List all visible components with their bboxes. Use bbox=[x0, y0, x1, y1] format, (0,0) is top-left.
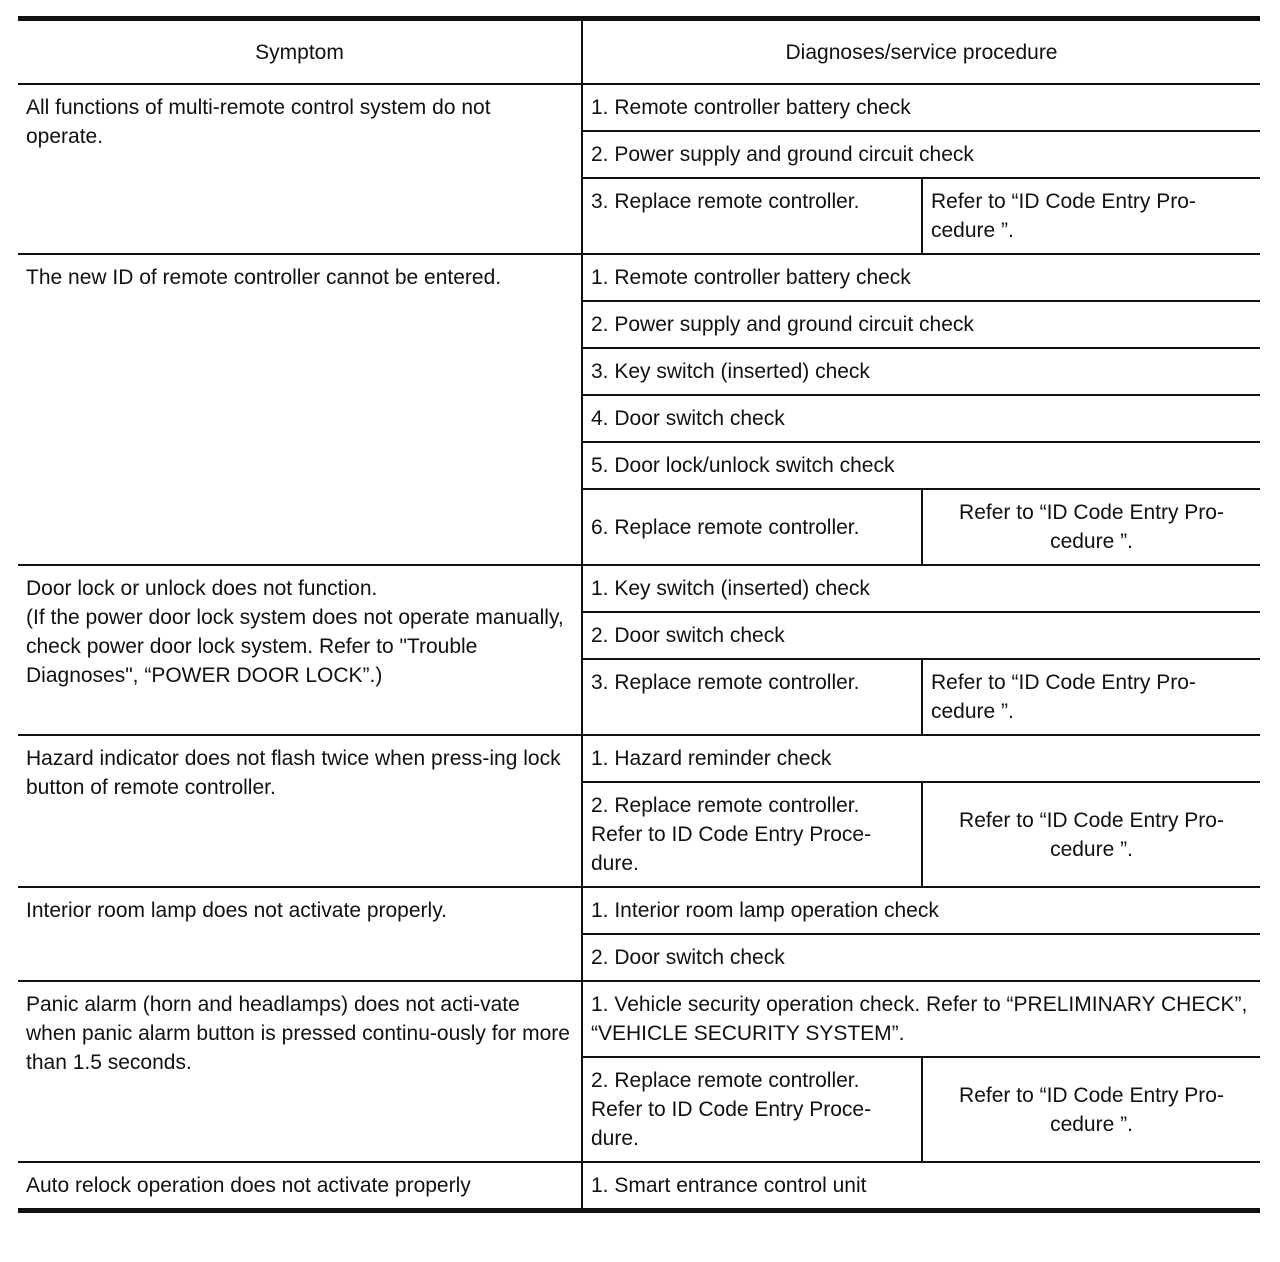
table-row bbox=[18, 887, 1260, 934]
reference-note: Refer to “ID Code Entry Pro-cedure ”. bbox=[922, 782, 1260, 887]
procedure-step: 1. Remote controller battery check bbox=[582, 254, 1260, 301]
header-symptom: Symptom bbox=[18, 19, 582, 85]
procedure-step: 1. Hazard reminder check bbox=[582, 735, 1260, 782]
procedure-step: 2. Door switch check bbox=[582, 612, 1260, 659]
table-row bbox=[18, 981, 1260, 1057]
procedure-step: 2. Door switch check bbox=[582, 934, 1260, 981]
procedure-step: 3. Key switch (inserted) check bbox=[582, 348, 1260, 395]
procedure-step: 1. Remote controller battery check bbox=[582, 84, 1260, 131]
procedure-step: 3. Replace remote controller. bbox=[582, 178, 922, 254]
procedure-step: 3. Replace remote controller. bbox=[582, 659, 922, 735]
reference-note: Refer to “ID Code Entry Pro-cedure ”. bbox=[922, 659, 1260, 735]
table-row bbox=[18, 735, 1260, 782]
symptom-cell: Auto relock operation does not activate properly bbox=[18, 1162, 582, 1211]
procedure-step: 4. Door switch check bbox=[582, 395, 1260, 442]
procedure-step: 2. Replace remote controller. Refer to ID Code Entry Proce-dure. bbox=[582, 782, 922, 887]
table-row bbox=[18, 254, 1260, 301]
symptom-cell: Panic alarm (horn and headlamps) does not acti-vate when panic alarm button is pressed continu-ously for more than 1.5 seconds. bbox=[18, 981, 582, 1162]
symptom-cell: The new ID of remote controller cannot be entered. bbox=[18, 254, 582, 565]
procedure-step: 1. Interior room lamp operation check bbox=[582, 887, 1260, 934]
symptom-cell: Hazard indicator does not flash twice when press-ing lock button of remote controller. bbox=[18, 735, 582, 887]
reference-note: Refer to “ID Code Entry Pro-cedure ”. bbox=[922, 178, 1260, 254]
procedure-step: 5. Door lock/unlock switch check bbox=[582, 442, 1260, 489]
procedure-step: 2. Power supply and ground circuit check bbox=[582, 131, 1260, 178]
procedure-step: 2. Power supply and ground circuit check bbox=[582, 301, 1260, 348]
table-header-row bbox=[18, 19, 1260, 85]
reference-note: Refer to “ID Code Entry Pro-cedure ”. bbox=[922, 1057, 1260, 1162]
procedure-step: 1. Vehicle security operation check. Refer to “PRELIMINARY CHECK”, “VEHICLE SECURITY SYSTEM”. bbox=[582, 981, 1260, 1057]
procedure-step: 1. Key switch (inserted) check bbox=[582, 565, 1260, 612]
symptom-text: Door lock or unlock does not function. bbox=[26, 577, 378, 600]
procedure-step: 6. Replace remote controller. bbox=[582, 489, 922, 565]
diagnosis-table bbox=[18, 16, 1260, 1213]
header-procedure: Diagnoses/service procedure bbox=[582, 19, 1260, 85]
table-row bbox=[18, 565, 1260, 612]
procedure-step: 2. Replace remote controller. Refer to ID Code Entry Proce-dure. bbox=[582, 1057, 922, 1162]
symptom-cell: All functions of multi-remote control system do not operate. bbox=[18, 84, 582, 254]
table-row bbox=[18, 84, 1260, 131]
symptom-cell bbox=[18, 565, 582, 735]
reference-note: Refer to “ID Code Entry Pro-cedure ”. bbox=[922, 489, 1260, 565]
table-row bbox=[18, 1162, 1260, 1211]
symptom-cell: Interior room lamp does not activate properly. bbox=[18, 887, 582, 981]
symptom-note: (If the power door lock system does not operate manually, check power door lock system. Refer to "Trouble Diagnoses", “POWER DOOR LOCK”.) bbox=[26, 606, 564, 687]
procedure-step: 1. Smart entrance control unit bbox=[582, 1162, 1260, 1211]
